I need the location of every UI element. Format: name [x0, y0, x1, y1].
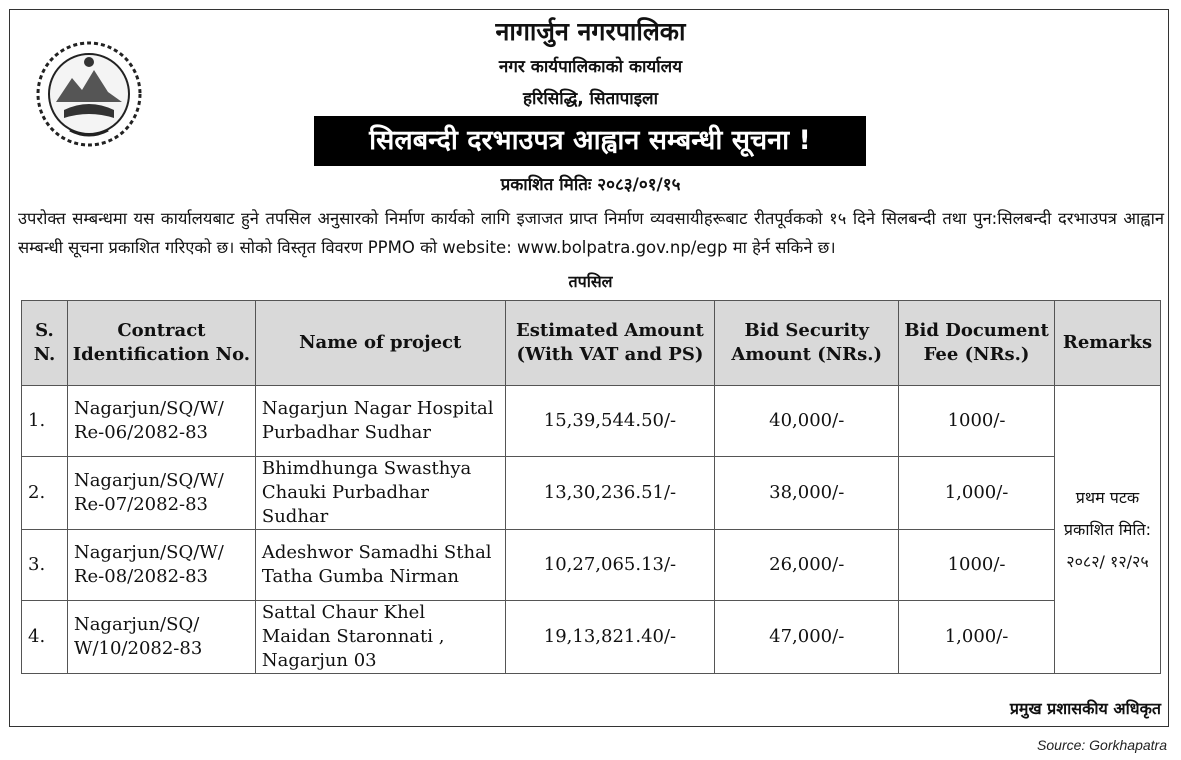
header-security: Bid Security Amount (NRs.)	[715, 301, 899, 386]
table-row	[22, 386, 1161, 457]
header-remarks: Remarks	[1054, 301, 1160, 386]
cell-project: Bhimdhunga Swasthya Chauki Purbadhar Sudhar	[255, 457, 505, 530]
header-estimated: Estimated Amount (With VAT and PS)	[505, 301, 715, 386]
cell-security: 26,000/-	[715, 530, 899, 601]
cell-contract: Nagarjun/SQ/ W/10/2082-83	[67, 601, 255, 674]
cell-remarks: प्रथम पटक प्रकाशित मिति: २०८२/ १२/२५	[1054, 386, 1160, 674]
cell-sn: 3.	[22, 530, 68, 601]
cell-estimated: 19,13,821.40/-	[505, 601, 715, 674]
cell-project: Sattal Chaur Khel Maidan Staronnati , Nagarjun 03	[255, 601, 505, 674]
cell-sn: 4.	[22, 601, 68, 674]
source-credit: Source: Gorkhapatra	[1037, 737, 1167, 753]
cell-fee: 1000/-	[899, 386, 1055, 457]
header-sn: S. N.	[22, 301, 68, 386]
header-project: Name of project	[255, 301, 505, 386]
cell-security: 38,000/-	[715, 457, 899, 530]
notice-title: सिलबन्दी दरभाउपत्र आह्वान सम्बन्धी सूचना !	[314, 116, 866, 166]
published-date: प्रकाशित मितिः २०८३/०१/१५	[500, 175, 681, 195]
header-fee: Bid Document Fee (NRs.)	[899, 301, 1055, 386]
table-header-row	[22, 301, 1161, 386]
office-name: नगर कार्यपालिकाको कार्यालय	[498, 57, 683, 77]
cell-security: 47,000/-	[715, 601, 899, 674]
office-address: हरिसिद्धि, सितापाइला	[523, 89, 658, 109]
cell-contract: Nagarjun/SQ/W/ Re-07/2082-83	[67, 457, 255, 530]
cell-fee: 1,000/-	[899, 601, 1055, 674]
notice-paragraph: उपरोक्त सम्बन्धमा यस कार्यालयबाट हुने तपसिल अनुसारको निर्माण कार्यको लागि इजाजत प्राप्त निर्माण व्यवसायीहरूबाट रीतपूर्वकको १५ दिने सिलबन्दी तथा पुन:सिलबन्दी दरभाउपत्र आह्वान सम्बन्धी सूचना प्रकाशित गरिएको छ। सोको विस्तृत विवरण PPMO को website: www.bolpatra.gov.np/egp मा हेर्न सकिने छ।	[18, 209, 1164, 257]
section-label: तपसिल	[568, 272, 613, 291]
table-row	[22, 457, 1161, 530]
cell-contract: Nagarjun/SQ/W/ Re-08/2082-83	[67, 530, 255, 601]
table-row	[22, 601, 1161, 674]
cell-sn: 2.	[22, 457, 68, 530]
bid-table	[21, 300, 1161, 674]
cell-contract: Nagarjun/SQ/W/ Re-06/2082-83	[67, 386, 255, 457]
municipality-name: नागार्जुन नगरपालिका	[495, 17, 686, 46]
cell-sn: 1.	[22, 386, 68, 457]
cell-project: Adeshwor Samadhi Sthal Tatha Gumba Nirman	[255, 530, 505, 601]
header-contract: Contract Identification No.	[67, 301, 255, 386]
cell-estimated: 10,27,065.13/-	[505, 530, 715, 601]
cell-estimated: 13,30,236.51/-	[505, 457, 715, 530]
cell-fee: 1000/-	[899, 530, 1055, 601]
signature-line: प्रमुख प्रशासकीय अधिकृत	[1009, 699, 1161, 718]
cell-fee: 1,000/-	[899, 457, 1055, 530]
cell-estimated: 15,39,544.50/-	[505, 386, 715, 457]
cell-project: Nagarjun Nagar Hospital Purbadhar Sudhar	[255, 386, 505, 457]
table-row	[22, 530, 1161, 601]
cell-security: 40,000/-	[715, 386, 899, 457]
